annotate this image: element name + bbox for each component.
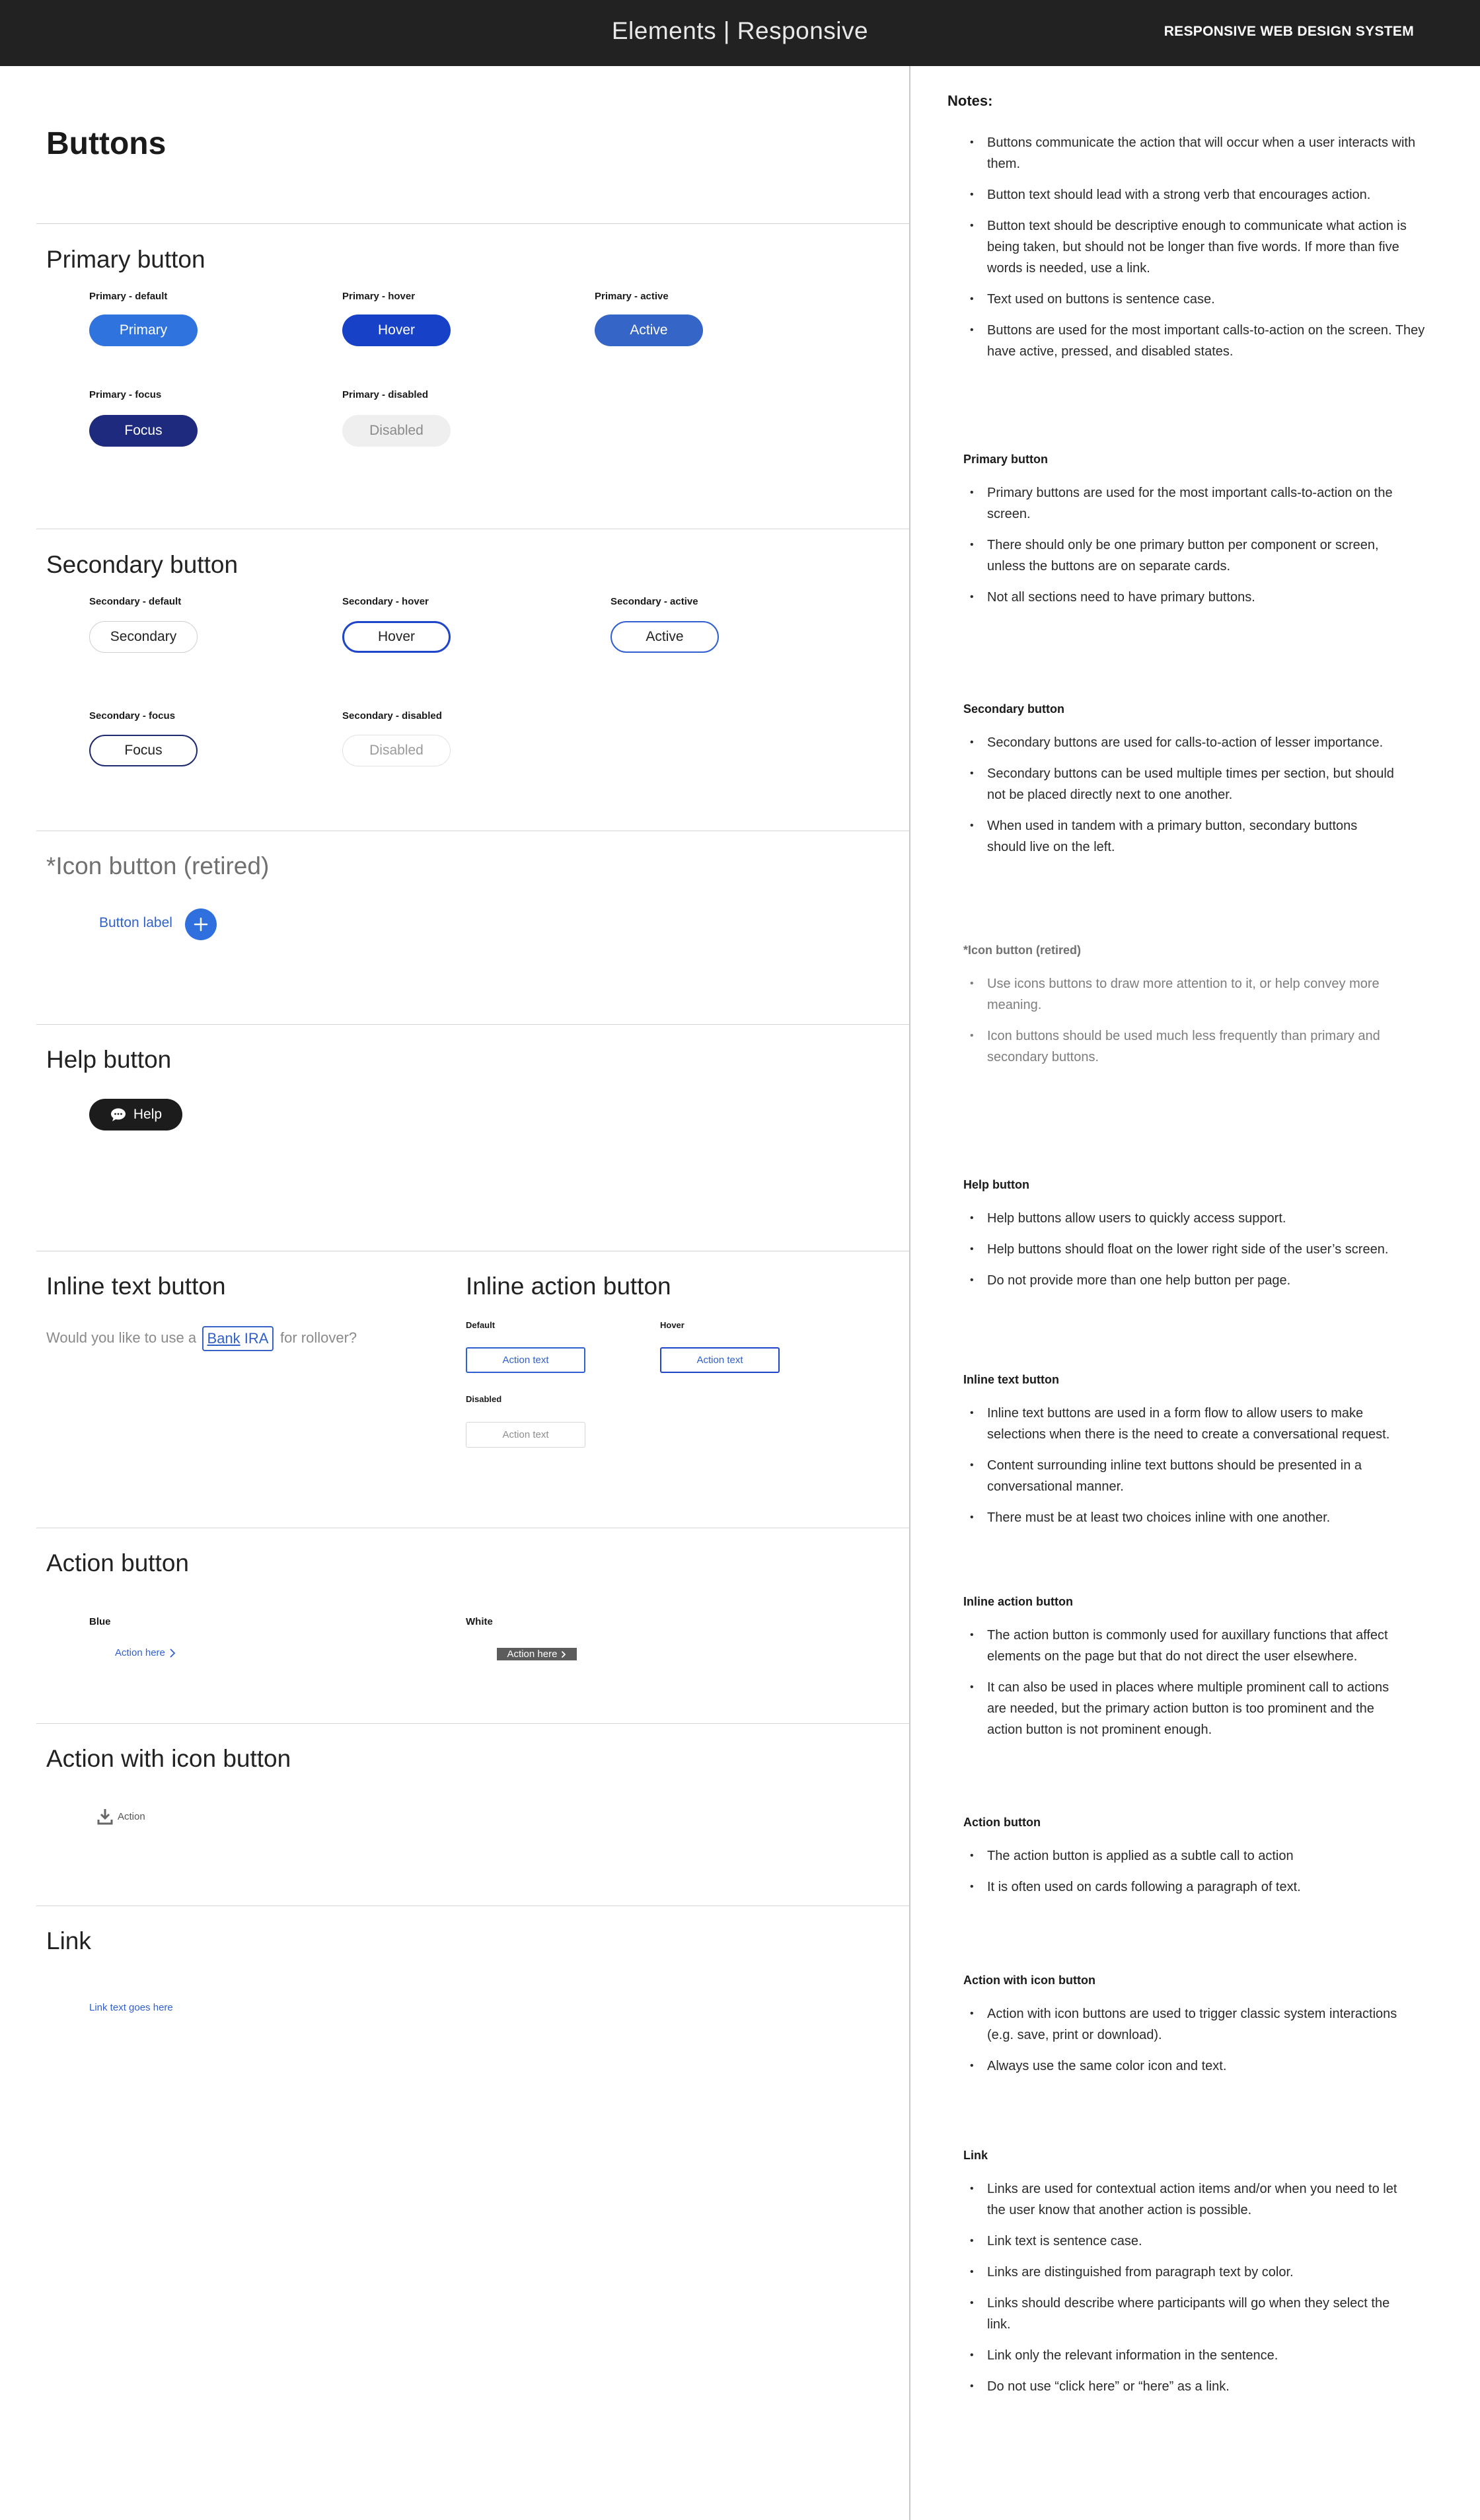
note-item: • Button text should lead with a strong verb that encourages action. <box>963 184 1426 205</box>
note-item: • Links should describe where participants will go when they select the link. <box>963 2293 1399 2335</box>
action-button-white[interactable] <box>497 1648 577 1660</box>
state-label: Hover <box>660 1320 684 1330</box>
notes-heading: Action with icon button <box>963 1974 1095 1987</box>
help-button[interactable] <box>89 1099 182 1130</box>
note-item: • Buttons communicate the action that will occur when a user interacts with them. <box>963 132 1426 174</box>
note-item: • The action button is applied as a subtle call to action <box>963 1845 1399 1867</box>
action-with-icon-button[interactable] <box>96 1807 145 1826</box>
note-item: • Button text should be descriptive enough to communicate what action is being taken, but should not be longer than five words. If more than five words is needed, use a link. <box>963 215 1426 279</box>
notes-heading: *Icon button (retired) <box>963 944 1081 957</box>
inline-text-before: Would you like to use a <box>46 1329 197 1346</box>
section-title-link: Link <box>46 1927 91 1954</box>
note-item: • Inline text buttons are used in a form flow to allow users to make selections when there is the need to create a conversational request. <box>963 1403 1399 1445</box>
notes-panel <box>947 93 1436 372</box>
variant-label: Blue <box>89 1616 111 1627</box>
inline-choice-word: IRA <box>244 1330 269 1347</box>
inline-choice-word: Bank <box>207 1330 240 1347</box>
notes-intro-list <box>963 132 1426 362</box>
page-title: Buttons <box>46 126 166 161</box>
note-item: • Links are distinguished from paragraph text by color. <box>963 2262 1399 2283</box>
note-item: • Action with icon buttons are used to trigger classic system interactions (e.g. save, print or download). <box>963 2003 1399 2046</box>
action-button-label: Action here <box>115 1647 165 1658</box>
inline-text-after: for rollover? <box>280 1329 357 1346</box>
section-title-action: Action button <box>46 1549 189 1576</box>
action-button-label: Action here <box>507 1649 558 1660</box>
section-title-inline-text: Inline text button <box>46 1273 226 1300</box>
note-item: • It is often used on cards following a paragraph of text. <box>963 1876 1399 1898</box>
icon-button-label[interactable]: Button label <box>99 915 172 930</box>
state-label: Secondary - hover <box>342 596 429 607</box>
primary-active-button[interactable]: Active <box>595 315 703 346</box>
state-label: Primary - active <box>595 291 669 302</box>
note-item: • It can also be used in places where multiple prominent call to actions are needed, but the primary action button is too prominent and the action button is not prominent enough. <box>963 1677 1399 1740</box>
note-item: • Use icons buttons to draw more attention to it, or help convey more meaning. <box>963 973 1399 1016</box>
plus-icon <box>185 908 217 940</box>
note-item: • Help buttons should float on the lower right side of the user’s screen. <box>963 1239 1399 1260</box>
primary-focus-button[interactable]: Focus <box>89 415 198 447</box>
note-item: • Links are used for contextual action items and/or when you need to let the user know that another action is possible. <box>963 2178 1399 2221</box>
section-title-icon-button: *Icon button (retired) <box>46 852 270 879</box>
state-label: Disabled <box>466 1394 502 1404</box>
note-item: • Link text is sentence case. <box>963 2231 1399 2252</box>
note-item: • Secondary buttons are used for calls-to-action of lesser importance. <box>963 732 1399 753</box>
notes-heading: Action button <box>963 1816 1041 1829</box>
inline-text-choice-button[interactable] <box>202 1326 274 1351</box>
section-divider <box>36 223 909 224</box>
state-label: Default <box>466 1320 496 1330</box>
state-label: Secondary - active <box>610 596 698 607</box>
notes-section-inline-text <box>963 1373 1399 1538</box>
section-title-primary: Primary button <box>46 246 205 273</box>
column-divider <box>909 66 910 2520</box>
secondary-hover-button[interactable]: Hover <box>342 621 451 653</box>
note-item: • Primary buttons are used for the most important calls-to-action on the screen. <box>963 482 1399 525</box>
note-item: • There should only be one primary button per component or screen, unless the buttons are on separate cards. <box>963 535 1399 577</box>
secondary-active-button[interactable]: Active <box>610 621 719 653</box>
secondary-disabled-button: Disabled <box>342 735 451 766</box>
chevron-right-icon <box>561 1650 566 1658</box>
state-label: Secondary - focus <box>89 710 176 722</box>
state-label: Primary - disabled <box>342 389 429 400</box>
note-item: • The action button is commonly used for auxillary functions that affect elements on the page but that do not direct the user elsewhere. <box>963 1625 1399 1667</box>
note-item: • Help buttons allow users to quickly access support. <box>963 1208 1399 1229</box>
note-item: • Buttons are used for the most important calls-to-action on the screen. They have active, pressed, and disabled states. <box>963 320 1426 362</box>
primary-default-button[interactable]: Primary <box>89 315 198 346</box>
primary-hover-button[interactable]: Hover <box>342 315 451 346</box>
variant-label: White <box>466 1616 493 1627</box>
note-item: • When used in tandem with a primary button, secondary buttons should live on the left. <box>963 815 1399 858</box>
inline-action-default-button[interactable]: Action text <box>466 1347 585 1373</box>
section-title-inline-action: Inline action button <box>466 1273 671 1300</box>
section-divider <box>36 1723 909 1724</box>
notes-heading: Secondary button <box>963 702 1065 716</box>
note-item: • Always use the same color icon and text. <box>963 2056 1399 2077</box>
notes-section-secondary <box>963 702 1399 868</box>
header-title: Elements | Responsive <box>611 17 869 44</box>
note-item: • There must be at least two choices inline with one another. <box>963 1507 1399 1528</box>
note-item: • Text used on buttons is sentence case. <box>963 289 1426 310</box>
header-right-label: RESPONSIVE WEB DESIGN SYSTEM <box>1164 24 1414 39</box>
note-item: • Do not provide more than one help button per page. <box>963 1270 1399 1291</box>
inline-action-disabled-button: Action text <box>466 1422 585 1448</box>
secondary-focus-button[interactable]: Focus <box>89 735 198 766</box>
inline-action-hover-button[interactable]: Action text <box>660 1347 780 1373</box>
section-title-action-icon: Action with icon button <box>46 1745 291 1772</box>
notes-section-action-icon <box>963 1974 1399 2087</box>
chat-bubble-icon <box>110 1107 127 1123</box>
download-icon <box>96 1807 114 1826</box>
notes-section-link <box>963 2149 1399 2407</box>
notes-heading: Primary button <box>963 453 1049 466</box>
section-divider <box>36 1024 909 1025</box>
notes-section-action <box>963 1816 1399 1908</box>
notes-heading: Inline text button <box>963 1373 1059 1386</box>
notes-heading: Link <box>963 2149 988 2162</box>
state-label: Secondary - default <box>89 596 182 607</box>
help-button-label: Help <box>133 1107 163 1122</box>
state-label: Primary - default <box>89 291 168 302</box>
notes-heading: Help button <box>963 1178 1029 1191</box>
notes-section-primary <box>963 453 1399 618</box>
state-label: Primary - hover <box>342 291 416 302</box>
text-link[interactable]: Link text goes here <box>89 2002 173 2013</box>
notes-section-help <box>963 1178 1399 1301</box>
section-title-secondary: Secondary button <box>46 551 239 578</box>
note-item: • Link only the relevant information in the sentence. <box>963 2345 1399 2366</box>
primary-disabled-button: Disabled <box>342 415 451 447</box>
section-title-help: Help button <box>46 1046 172 1073</box>
note-item: • Do not use “click here” or “here” as a link. <box>963 2376 1399 2397</box>
notes-heading: Inline action button <box>963 1595 1073 1608</box>
action-with-icon-label: Action <box>118 1810 145 1822</box>
state-label: Secondary - disabled <box>342 710 442 722</box>
top-bar <box>0 0 1480 66</box>
note-item: • Not all sections need to have primary buttons. <box>963 587 1399 608</box>
note-item: • Content surrounding inline text buttons should be presented in a conversational manner. <box>963 1455 1399 1497</box>
notes-section-inline-action <box>963 1595 1399 1750</box>
notes-title: Notes: <box>947 93 993 109</box>
note-item: • Icon buttons should be used much less frequently than primary and secondary buttons. <box>963 1025 1399 1068</box>
action-button-blue[interactable] <box>115 1647 176 1658</box>
chevron-right-icon <box>169 1648 176 1658</box>
state-label: Primary - focus <box>89 389 162 400</box>
note-item: • Secondary buttons can be used multiple times per section, but should not be placed directly next to one another. <box>963 763 1399 805</box>
notes-section-icon-button <box>963 944 1399 1078</box>
secondary-default-button[interactable]: Secondary <box>89 621 198 653</box>
icon-button[interactable] <box>185 908 217 940</box>
